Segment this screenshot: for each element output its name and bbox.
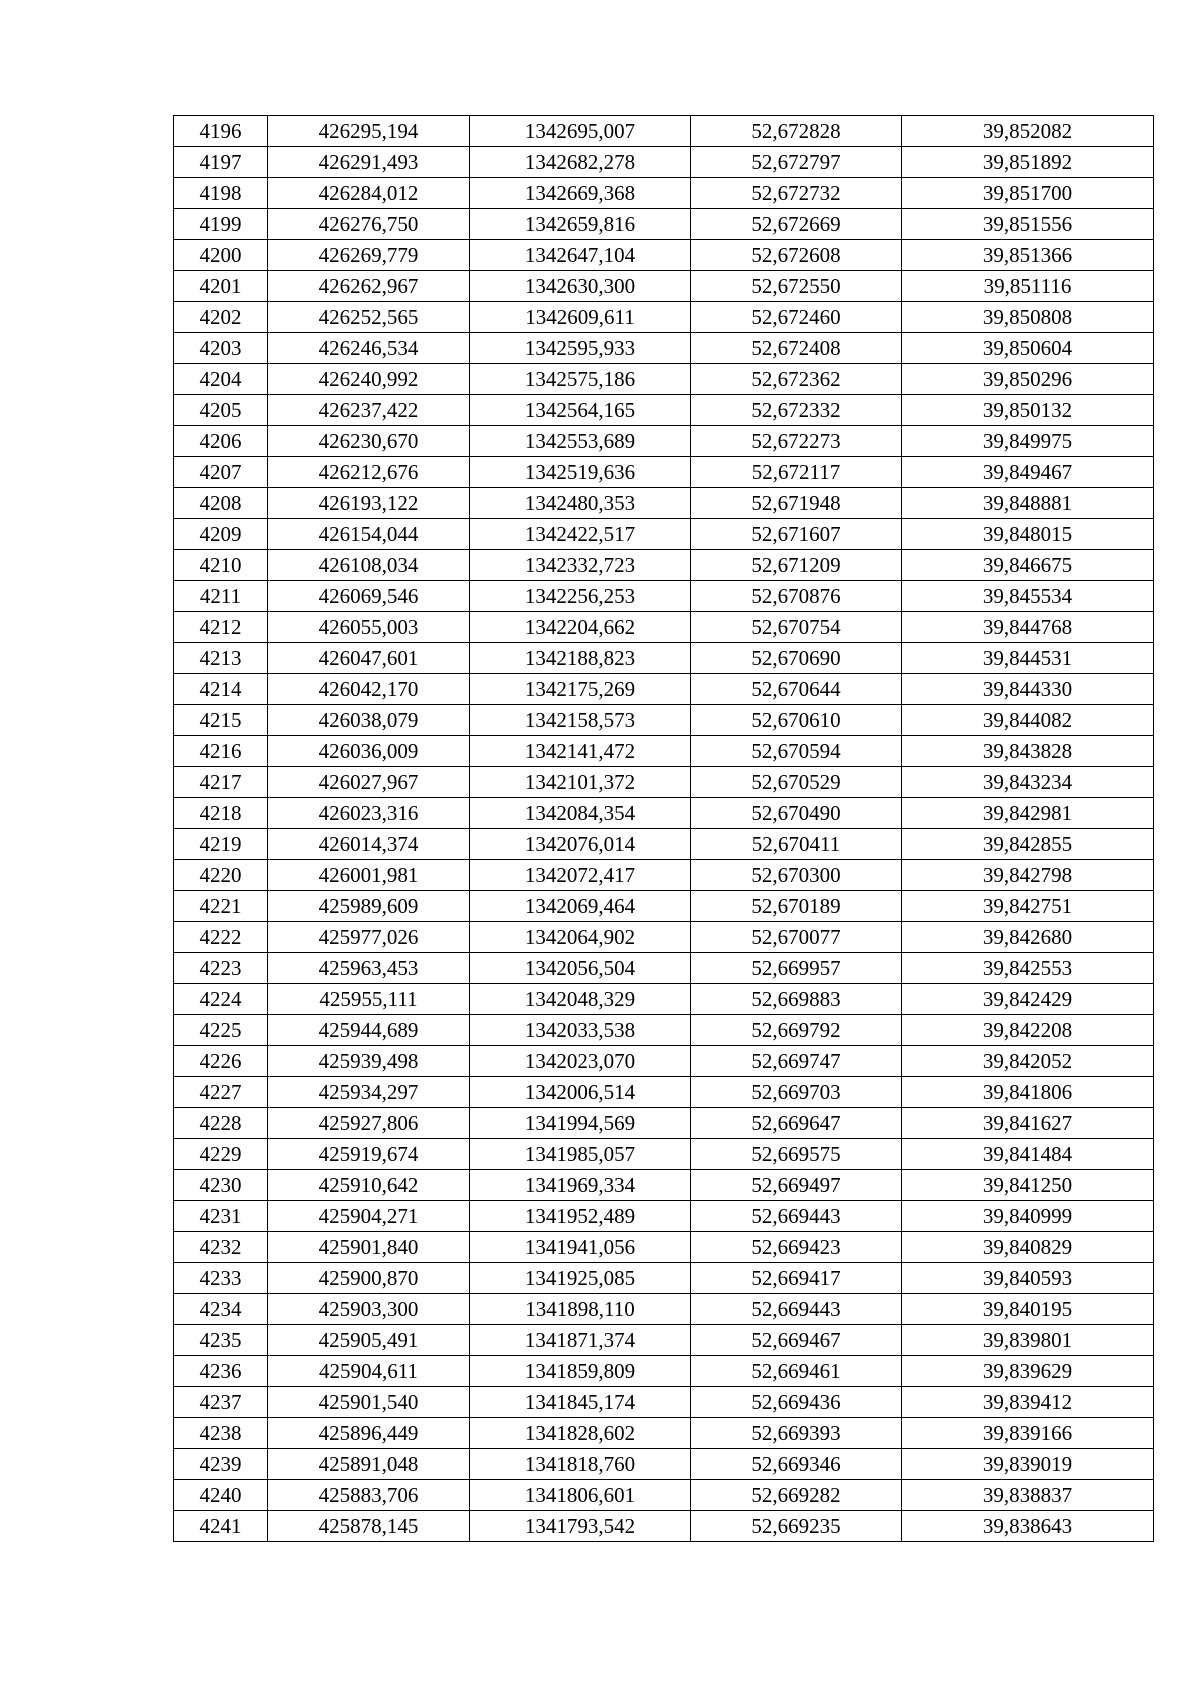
y-coordinate-cell: 1342695,007: [470, 116, 691, 147]
y-coordinate-cell: 1342023,070: [470, 1046, 691, 1077]
point-number-cell: 4199: [174, 209, 268, 240]
latitude-cell: 52,669467: [691, 1325, 902, 1356]
y-coordinate-cell: 1342204,662: [470, 612, 691, 643]
y-coordinate-cell: 1342033,538: [470, 1015, 691, 1046]
y-coordinate-cell: 1341952,489: [470, 1201, 691, 1232]
point-number-cell: 4230: [174, 1170, 268, 1201]
table-row: [174, 1170, 1154, 1201]
table-row: [174, 953, 1154, 984]
x-coordinate-cell: 425891,048: [268, 1449, 470, 1480]
latitude-cell: 52,669282: [691, 1480, 902, 1511]
table-row: [174, 1294, 1154, 1325]
table-row: [174, 271, 1154, 302]
point-number-cell: 4241: [174, 1511, 268, 1542]
latitude-cell: 52,669497: [691, 1170, 902, 1201]
x-coordinate-cell: 425910,642: [268, 1170, 470, 1201]
latitude-cell: 52,670876: [691, 581, 902, 612]
table-row: [174, 1387, 1154, 1418]
longitude-cell: 39,839019: [902, 1449, 1154, 1480]
longitude-cell: 39,839801: [902, 1325, 1154, 1356]
x-coordinate-cell: 426230,670: [268, 426, 470, 457]
latitude-cell: 52,671607: [691, 519, 902, 550]
table-row: [174, 860, 1154, 891]
table-row: [174, 736, 1154, 767]
y-coordinate-cell: 1342069,464: [470, 891, 691, 922]
point-number-cell: 4200: [174, 240, 268, 271]
point-number-cell: 4227: [174, 1077, 268, 1108]
x-coordinate-cell: 426291,493: [268, 147, 470, 178]
x-coordinate-cell: 426262,967: [268, 271, 470, 302]
point-number-cell: 4201: [174, 271, 268, 302]
y-coordinate-cell: 1341994,569: [470, 1108, 691, 1139]
table-row: [174, 674, 1154, 705]
point-number-cell: 4237: [174, 1387, 268, 1418]
longitude-cell: 39,844330: [902, 674, 1154, 705]
x-coordinate-cell: 426154,044: [268, 519, 470, 550]
table-row: [174, 178, 1154, 209]
longitude-cell: 39,841806: [902, 1077, 1154, 1108]
latitude-cell: 52,671948: [691, 488, 902, 519]
latitude-cell: 52,671209: [691, 550, 902, 581]
y-coordinate-cell: 1342553,689: [470, 426, 691, 457]
point-number-cell: 4210: [174, 550, 268, 581]
point-number-cell: 4212: [174, 612, 268, 643]
y-coordinate-cell: 1342564,165: [470, 395, 691, 426]
longitude-cell: 39,842981: [902, 798, 1154, 829]
longitude-cell: 39,852082: [902, 116, 1154, 147]
x-coordinate-cell: 425944,689: [268, 1015, 470, 1046]
table-row: [174, 829, 1154, 860]
longitude-cell: 39,840593: [902, 1263, 1154, 1294]
longitude-cell: 39,844531: [902, 643, 1154, 674]
x-coordinate-cell: 426042,170: [268, 674, 470, 705]
point-number-cell: 4232: [174, 1232, 268, 1263]
y-coordinate-cell: 1341818,760: [470, 1449, 691, 1480]
table-row: [174, 1139, 1154, 1170]
latitude-cell: 52,670610: [691, 705, 902, 736]
table-row: [174, 1232, 1154, 1263]
point-number-cell: 4205: [174, 395, 268, 426]
point-number-cell: 4226: [174, 1046, 268, 1077]
table-row: [174, 1046, 1154, 1077]
longitude-cell: 39,846675: [902, 550, 1154, 581]
x-coordinate-cell: 425934,297: [268, 1077, 470, 1108]
point-number-cell: 4213: [174, 643, 268, 674]
longitude-cell: 39,841484: [902, 1139, 1154, 1170]
latitude-cell: 52,669417: [691, 1263, 902, 1294]
point-number-cell: 4214: [174, 674, 268, 705]
x-coordinate-cell: 425903,300: [268, 1294, 470, 1325]
x-coordinate-cell: 426001,981: [268, 860, 470, 891]
x-coordinate-cell: 425989,609: [268, 891, 470, 922]
point-number-cell: 4224: [174, 984, 268, 1015]
table-row: [174, 612, 1154, 643]
x-coordinate-cell: 426252,565: [268, 302, 470, 333]
y-coordinate-cell: 1342084,354: [470, 798, 691, 829]
longitude-cell: 39,851700: [902, 178, 1154, 209]
x-coordinate-cell: 425900,870: [268, 1263, 470, 1294]
longitude-cell: 39,842680: [902, 922, 1154, 953]
latitude-cell: 52,672608: [691, 240, 902, 271]
point-number-cell: 4206: [174, 426, 268, 457]
y-coordinate-cell: 1342006,514: [470, 1077, 691, 1108]
point-number-cell: 4218: [174, 798, 268, 829]
point-number-cell: 4228: [174, 1108, 268, 1139]
latitude-cell: 52,670529: [691, 767, 902, 798]
point-number-cell: 4239: [174, 1449, 268, 1480]
longitude-cell: 39,850604: [902, 333, 1154, 364]
longitude-cell: 39,843828: [902, 736, 1154, 767]
y-coordinate-cell: 1342647,104: [470, 240, 691, 271]
longitude-cell: 39,839166: [902, 1418, 1154, 1449]
table-row: [174, 1108, 1154, 1139]
table-row: [174, 457, 1154, 488]
table-row: [174, 1015, 1154, 1046]
point-number-cell: 4234: [174, 1294, 268, 1325]
y-coordinate-cell: 1342076,014: [470, 829, 691, 860]
longitude-cell: 39,848881: [902, 488, 1154, 519]
latitude-cell: 52,670411: [691, 829, 902, 860]
y-coordinate-cell: 1341828,602: [470, 1418, 691, 1449]
x-coordinate-cell: 426069,546: [268, 581, 470, 612]
table-row: [174, 581, 1154, 612]
point-number-cell: 4217: [174, 767, 268, 798]
latitude-cell: 52,669346: [691, 1449, 902, 1480]
point-number-cell: 4223: [174, 953, 268, 984]
x-coordinate-cell: 426193,122: [268, 488, 470, 519]
x-coordinate-cell: 425901,840: [268, 1232, 470, 1263]
table-row: [174, 302, 1154, 333]
table-row: [174, 519, 1154, 550]
longitude-cell: 39,838643: [902, 1511, 1154, 1542]
y-coordinate-cell: 1341941,056: [470, 1232, 691, 1263]
x-coordinate-cell: 425904,611: [268, 1356, 470, 1387]
y-coordinate-cell: 1342256,253: [470, 581, 691, 612]
table-row: [174, 922, 1154, 953]
x-coordinate-cell: 425878,145: [268, 1511, 470, 1542]
latitude-cell: 52,672408: [691, 333, 902, 364]
y-coordinate-cell: 1342101,372: [470, 767, 691, 798]
x-coordinate-cell: 425977,026: [268, 922, 470, 953]
point-number-cell: 4204: [174, 364, 268, 395]
y-coordinate-cell: 1342141,472: [470, 736, 691, 767]
x-coordinate-cell: 426284,012: [268, 178, 470, 209]
point-number-cell: 4229: [174, 1139, 268, 1170]
x-coordinate-cell: 426023,316: [268, 798, 470, 829]
table-row: [174, 767, 1154, 798]
latitude-cell: 52,669703: [691, 1077, 902, 1108]
y-coordinate-cell: 1342332,723: [470, 550, 691, 581]
latitude-cell: 52,670644: [691, 674, 902, 705]
y-coordinate-cell: 1342056,504: [470, 953, 691, 984]
table-row: [174, 364, 1154, 395]
y-coordinate-cell: 1341898,110: [470, 1294, 691, 1325]
table-row: [174, 1449, 1154, 1480]
y-coordinate-cell: 1342669,368: [470, 178, 691, 209]
y-coordinate-cell: 1342575,186: [470, 364, 691, 395]
longitude-cell: 39,851116: [902, 271, 1154, 302]
x-coordinate-cell: 425905,491: [268, 1325, 470, 1356]
longitude-cell: 39,838837: [902, 1480, 1154, 1511]
y-coordinate-cell: 1342175,269: [470, 674, 691, 705]
latitude-cell: 52,669443: [691, 1294, 902, 1325]
y-coordinate-cell: 1342682,278: [470, 147, 691, 178]
y-coordinate-cell: 1341871,374: [470, 1325, 691, 1356]
latitude-cell: 52,669883: [691, 984, 902, 1015]
point-number-cell: 4215: [174, 705, 268, 736]
point-number-cell: 4240: [174, 1480, 268, 1511]
point-number-cell: 4209: [174, 519, 268, 550]
point-number-cell: 4202: [174, 302, 268, 333]
table-row: [174, 209, 1154, 240]
latitude-cell: 52,669436: [691, 1387, 902, 1418]
point-number-cell: 4231: [174, 1201, 268, 1232]
x-coordinate-cell: 426212,676: [268, 457, 470, 488]
latitude-cell: 52,670189: [691, 891, 902, 922]
x-coordinate-cell: 426047,601: [268, 643, 470, 674]
y-coordinate-cell: 1341806,601: [470, 1480, 691, 1511]
y-coordinate-cell: 1342072,417: [470, 860, 691, 891]
y-coordinate-cell: 1342480,353: [470, 488, 691, 519]
latitude-cell: 52,669461: [691, 1356, 902, 1387]
point-number-cell: 4197: [174, 147, 268, 178]
table-row: [174, 240, 1154, 271]
table-row: [174, 705, 1154, 736]
point-number-cell: 4219: [174, 829, 268, 860]
table-row: [174, 1325, 1154, 1356]
latitude-cell: 52,672732: [691, 178, 902, 209]
longitude-cell: 39,840829: [902, 1232, 1154, 1263]
table-row: [174, 798, 1154, 829]
longitude-cell: 39,842855: [902, 829, 1154, 860]
y-coordinate-cell: 1342158,573: [470, 705, 691, 736]
latitude-cell: 52,672669: [691, 209, 902, 240]
x-coordinate-cell: 426014,374: [268, 829, 470, 860]
y-coordinate-cell: 1342422,517: [470, 519, 691, 550]
latitude-cell: 52,670300: [691, 860, 902, 891]
table-row: [174, 1511, 1154, 1542]
longitude-cell: 39,842429: [902, 984, 1154, 1015]
x-coordinate-cell: 425896,449: [268, 1418, 470, 1449]
y-coordinate-cell: 1341845,174: [470, 1387, 691, 1418]
table-row: [174, 643, 1154, 674]
latitude-cell: 52,669423: [691, 1232, 902, 1263]
longitude-cell: 39,845534: [902, 581, 1154, 612]
table-row: [174, 333, 1154, 364]
x-coordinate-cell: 425883,706: [268, 1480, 470, 1511]
latitude-cell: 52,669575: [691, 1139, 902, 1170]
longitude-cell: 39,842798: [902, 860, 1154, 891]
latitude-cell: 52,672332: [691, 395, 902, 426]
table-row: [174, 1356, 1154, 1387]
latitude-cell: 52,672117: [691, 457, 902, 488]
table-row: [174, 1077, 1154, 1108]
longitude-cell: 39,848015: [902, 519, 1154, 550]
x-coordinate-cell: 425939,498: [268, 1046, 470, 1077]
longitude-cell: 39,839412: [902, 1387, 1154, 1418]
latitude-cell: 52,670754: [691, 612, 902, 643]
x-coordinate-cell: 426027,967: [268, 767, 470, 798]
x-coordinate-cell: 426237,422: [268, 395, 470, 426]
longitude-cell: 39,850132: [902, 395, 1154, 426]
y-coordinate-cell: 1341969,334: [470, 1170, 691, 1201]
y-coordinate-cell: 1342630,300: [470, 271, 691, 302]
longitude-cell: 39,840195: [902, 1294, 1154, 1325]
x-coordinate-cell: 426276,750: [268, 209, 470, 240]
y-coordinate-cell: 1341985,057: [470, 1139, 691, 1170]
table-row: [174, 395, 1154, 426]
point-number-cell: 4235: [174, 1325, 268, 1356]
table-row: [174, 1418, 1154, 1449]
y-coordinate-cell: 1342595,933: [470, 333, 691, 364]
table-row: [174, 984, 1154, 1015]
table-row: [174, 891, 1154, 922]
x-coordinate-cell: 425901,540: [268, 1387, 470, 1418]
latitude-cell: 52,670594: [691, 736, 902, 767]
x-coordinate-cell: 426269,779: [268, 240, 470, 271]
latitude-cell: 52,672828: [691, 116, 902, 147]
longitude-cell: 39,842052: [902, 1046, 1154, 1077]
y-coordinate-cell: 1342048,329: [470, 984, 691, 1015]
x-coordinate-cell: 426038,079: [268, 705, 470, 736]
longitude-cell: 39,851892: [902, 147, 1154, 178]
latitude-cell: 52,669747: [691, 1046, 902, 1077]
latitude-cell: 52,672273: [691, 426, 902, 457]
table-row: [174, 488, 1154, 519]
y-coordinate-cell: 1342064,902: [470, 922, 691, 953]
x-coordinate-cell: 425955,111: [268, 984, 470, 1015]
latitude-cell: 52,669393: [691, 1418, 902, 1449]
longitude-cell: 39,839629: [902, 1356, 1154, 1387]
point-number-cell: 4203: [174, 333, 268, 364]
x-coordinate-cell: 426036,009: [268, 736, 470, 767]
point-number-cell: 4221: [174, 891, 268, 922]
point-number-cell: 4207: [174, 457, 268, 488]
longitude-cell: 39,840999: [902, 1201, 1154, 1232]
x-coordinate-cell: 426240,992: [268, 364, 470, 395]
coordinates-table: [173, 115, 1154, 1542]
coordinates-table-body: [174, 116, 1154, 1542]
latitude-cell: 52,669792: [691, 1015, 902, 1046]
longitude-cell: 39,851366: [902, 240, 1154, 271]
latitude-cell: 52,672362: [691, 364, 902, 395]
x-coordinate-cell: 425919,674: [268, 1139, 470, 1170]
point-number-cell: 4196: [174, 116, 268, 147]
point-number-cell: 4238: [174, 1418, 268, 1449]
table-row: [174, 426, 1154, 457]
x-coordinate-cell: 426055,003: [268, 612, 470, 643]
y-coordinate-cell: 1342188,823: [470, 643, 691, 674]
table-row: [174, 147, 1154, 178]
table-row: [174, 1480, 1154, 1511]
latitude-cell: 52,672460: [691, 302, 902, 333]
longitude-cell: 39,849975: [902, 426, 1154, 457]
latitude-cell: 52,672797: [691, 147, 902, 178]
x-coordinate-cell: 425963,453: [268, 953, 470, 984]
longitude-cell: 39,844768: [902, 612, 1154, 643]
x-coordinate-cell: 425904,271: [268, 1201, 470, 1232]
longitude-cell: 39,850296: [902, 364, 1154, 395]
latitude-cell: 52,670490: [691, 798, 902, 829]
latitude-cell: 52,669443: [691, 1201, 902, 1232]
point-number-cell: 4211: [174, 581, 268, 612]
point-number-cell: 4222: [174, 922, 268, 953]
longitude-cell: 39,844082: [902, 705, 1154, 736]
y-coordinate-cell: 1341859,809: [470, 1356, 691, 1387]
latitude-cell: 52,670077: [691, 922, 902, 953]
point-number-cell: 4216: [174, 736, 268, 767]
longitude-cell: 39,849467: [902, 457, 1154, 488]
table-row: [174, 1263, 1154, 1294]
latitude-cell: 52,670690: [691, 643, 902, 674]
x-coordinate-cell: 426108,034: [268, 550, 470, 581]
point-number-cell: 4208: [174, 488, 268, 519]
x-coordinate-cell: 426246,534: [268, 333, 470, 364]
table-row: [174, 116, 1154, 147]
y-coordinate-cell: 1341925,085: [470, 1263, 691, 1294]
longitude-cell: 39,843234: [902, 767, 1154, 798]
latitude-cell: 52,669235: [691, 1511, 902, 1542]
table-row: [174, 1201, 1154, 1232]
latitude-cell: 52,672550: [691, 271, 902, 302]
point-number-cell: 4220: [174, 860, 268, 891]
longitude-cell: 39,841627: [902, 1108, 1154, 1139]
longitude-cell: 39,842553: [902, 953, 1154, 984]
longitude-cell: 39,842208: [902, 1015, 1154, 1046]
y-coordinate-cell: 1342519,636: [470, 457, 691, 488]
table-row: [174, 550, 1154, 581]
point-number-cell: 4198: [174, 178, 268, 209]
latitude-cell: 52,669957: [691, 953, 902, 984]
x-coordinate-cell: 425927,806: [268, 1108, 470, 1139]
y-coordinate-cell: 1342659,816: [470, 209, 691, 240]
y-coordinate-cell: 1341793,542: [470, 1511, 691, 1542]
latitude-cell: 52,669647: [691, 1108, 902, 1139]
point-number-cell: 4225: [174, 1015, 268, 1046]
point-number-cell: 4236: [174, 1356, 268, 1387]
y-coordinate-cell: 1342609,611: [470, 302, 691, 333]
x-coordinate-cell: 426295,194: [268, 116, 470, 147]
longitude-cell: 39,842751: [902, 891, 1154, 922]
longitude-cell: 39,851556: [902, 209, 1154, 240]
point-number-cell: 4233: [174, 1263, 268, 1294]
longitude-cell: 39,850808: [902, 302, 1154, 333]
longitude-cell: 39,841250: [902, 1170, 1154, 1201]
